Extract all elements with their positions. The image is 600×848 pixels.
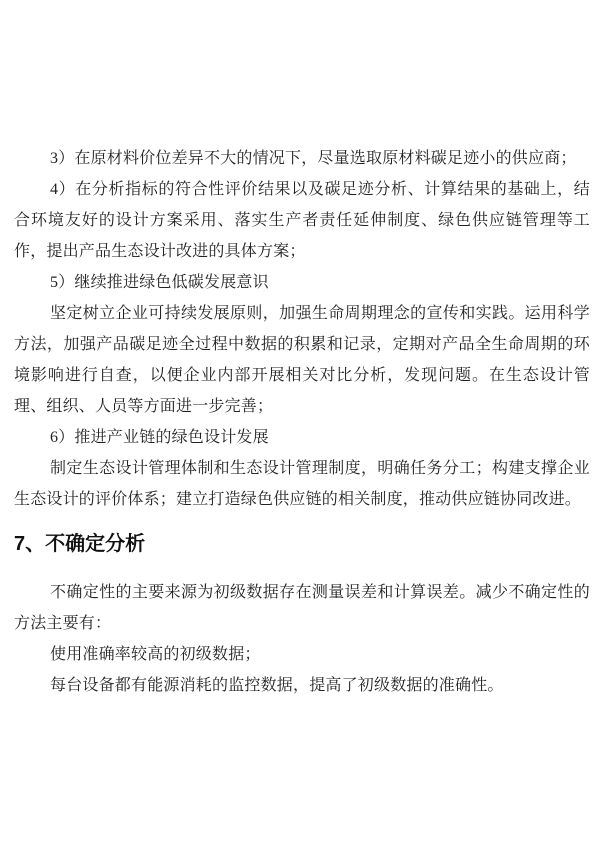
body-paragraph: 不确定性的主要来源为初级数据存在测量误差和计算误差。减少不确定性的方法主要有：: [14, 584, 590, 632]
body-paragraph: 6）推进产业链的绿色设计发展: [50, 429, 269, 446]
body-paragraph: 5）继续推进绿色低碳发展意识: [50, 274, 269, 291]
section-heading: 7、不确定分析: [14, 533, 146, 555]
body-paragraph: 制定生态设计管理体制和生态设计管理制度，明确任务分工；构建支撑企业生态设计的评价体系；建立打造绿色供应链的相关制度，推动供应链协同改进。: [14, 460, 590, 508]
body-paragraph: 3）在原材料价位差异不大的情况下，尽量选取原材料碳足迹小的供应商；: [50, 150, 577, 167]
body-paragraph: 使用准确率较高的初级数据；: [50, 646, 261, 663]
body-paragraph: 每台设备都有能源消耗的监控数据，提高了初级数据的准确性。: [50, 677, 504, 694]
body-paragraph: 4）在分析指标的符合性评价结果以及碳足迹分析、计算结果的基础上，结合环境友好的设计方案采用、落实生产者责任延伸制度、绿色供应链管理等工作，提出产品生态设计改进的具体方案；: [14, 181, 590, 260]
body-paragraph: 坚定树立企业可持续发展原则，加强生命周期理念的宣传和实践。运用科学方法，加强产品碳足迹全过程中数据的积累和记录，定期对产品全生命周期的环境影响进行自查，以便企业内部开展相关对比分析，发现问题。在生态设计管理、组织、人员等方面进一步完善；: [14, 305, 590, 415]
